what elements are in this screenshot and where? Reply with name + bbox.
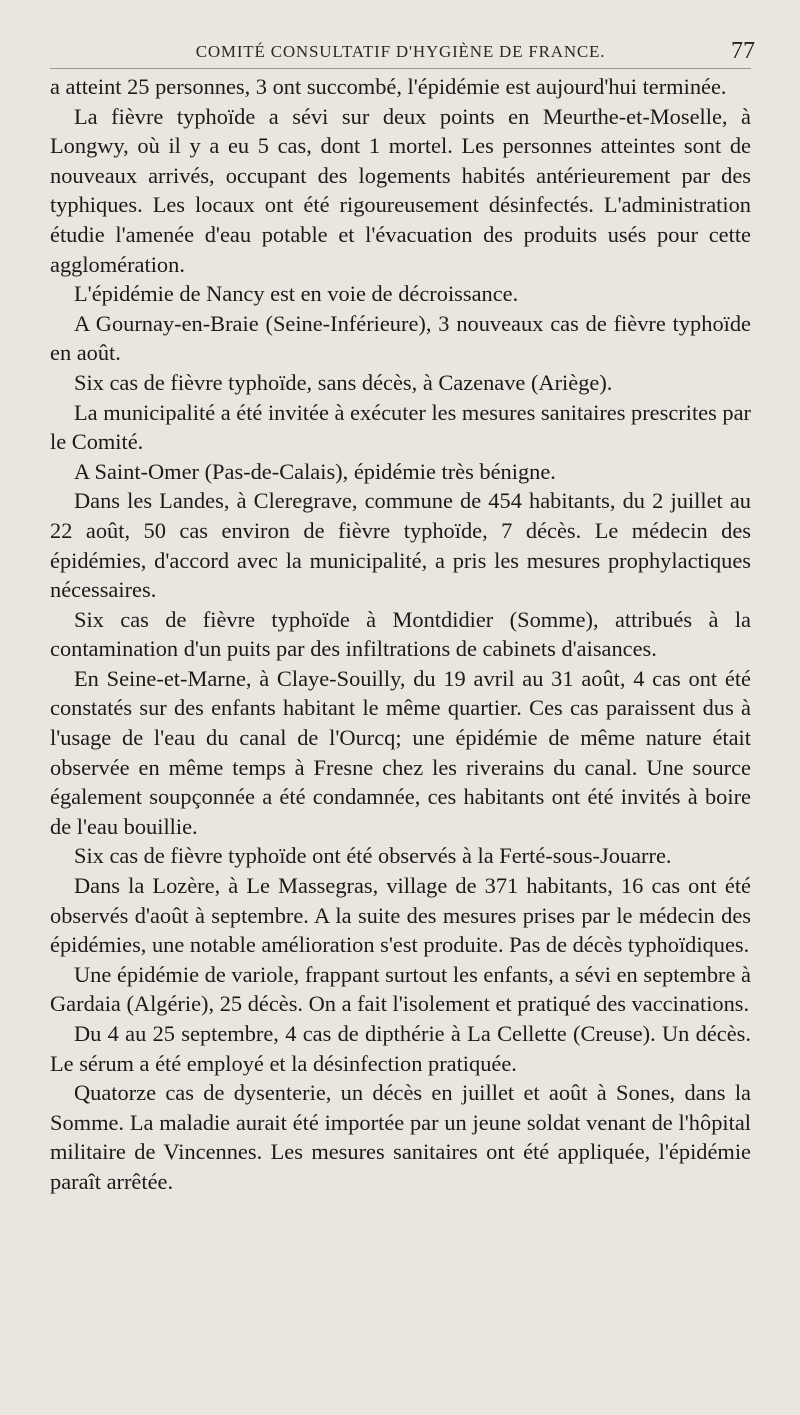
paragraph: Dans les Landes, à Cleregrave, commune de 454 habitants, du 2 juillet au 22 août, 50 cas environ de fièvre typhoïde, 7 décès. Le médecin des épidémies, d'accord avec la municipalité, a pris les mesures prophylactiques nécessaires. xyxy=(50,488,751,603)
paragraph: Six cas de fièvre typhoïde, sans décès, à Cazenave (Ariège). xyxy=(74,369,613,395)
paragraph: Une épidémie de variole, frappant surtout les enfants, a sévi en septembre à Gardaia (Algérie), 25 décès. On a fait l'isolement et pratiqué des vaccinations. xyxy=(50,961,751,1017)
paragraph: La municipalité a été invitée à exécuter les mesures sanitaires prescrites par le Comité. xyxy=(50,399,752,455)
paragraph: Dans la Lozère, à Le Massegras, village de 371 habitants, 16 cas ont été observés d'août à septembre. A la suite des mesures prises par le médecin des épidémies, une notable amélioration s'est produite. Pas de décès typhoïdiques. xyxy=(50,873,751,958)
running-title: COMITÉ CONSULTATIF D'HYGIÈNE DE FRANCE. xyxy=(195,42,606,61)
paragraph: Quatorze cas de dysenterie, un décès en juillet et août à Sones, dans la Somme. La maladie aurait été importée par un jeune soldat venant de l'hôpital militaire de Vincennes. Les mesures sanitaires ont été appliquée, l'épidémie paraît arrêtée. xyxy=(50,1080,751,1194)
paragraph: Du 4 au 25 septembre, 4 cas de dipthérie à La Cellette (Creuse). Un décès. Le sérum a été employé et la désinfection pratiquée. xyxy=(50,1021,751,1076)
paragraph: Six cas de fièvre typhoïde ont été observés à la Ferté-sous-Jouarre. xyxy=(74,843,672,869)
page-header xyxy=(50,38,755,69)
paragraph: a atteint 25 personnes, 3 ont succombé, l'épidémie est aujourd'hui terminée. xyxy=(50,74,727,99)
paragraph: A Gournay-en-Braie (Seine-Inférieure), 3 nouveaux cas de fièvre typhoïde en août. xyxy=(50,310,751,366)
paragraph: En Seine-et-Marne, à Claye-Souilly, du 19 avril au 31 août, 4 cas ont été constatés sur des enfants habitant le même quartier. Ces cas paraissent dus à l'usage de l'eau du canal de l'Ourcq; une épidémie de même nature était observée en même temps à Fresne chez les riverains du canal. Une source également soupçonnée a été condamnée, ces habitants ont été invités à boire de l'eau bouillie. xyxy=(50,665,751,839)
paragraph: Six cas de fièvre typhoïde à Montdidier (Somme), attribués à la contamination d'un puits par des infiltrations de cabinets d'aisances. xyxy=(50,606,751,662)
paragraph: La fièvre typhoïde a sévi sur deux points en Meurthe-et-Moselle, à Longwy, où il y a eu 5 cas, dont 1 mortel. Les personnes atteintes sont de nouveaux arrivés, occupant des logements habités antérieurement par des typhiques. Les locaux ont été rigoureusement désinfectés. L'administration étudie l'amenée d'eau potable et l'évacuation des produits usés pour cette agglomération. xyxy=(50,103,751,277)
page-number: 77 xyxy=(731,38,755,64)
paragraph: L'épidémie de Nancy est en voie de décroissance. xyxy=(74,281,519,307)
body-text xyxy=(50,72,751,1197)
paragraph: A Saint-Omer (Pas-de-Calais), épidémie très bénigne. xyxy=(74,458,556,484)
